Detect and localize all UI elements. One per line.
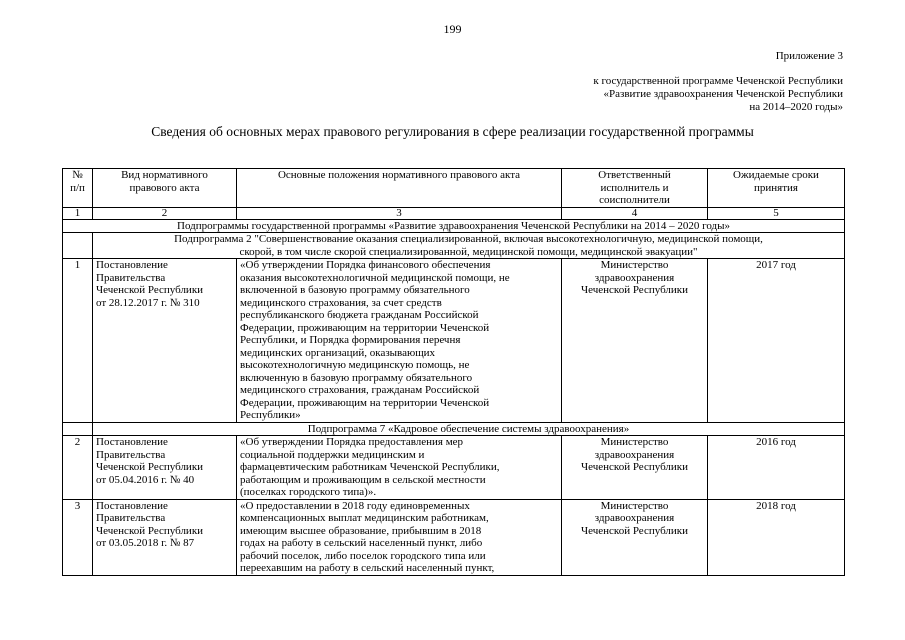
row-number: 3 [63,499,93,575]
row-number: 2 [63,436,93,500]
row-number: 1 [63,259,93,423]
header-main-provisions: Основные положения нормативного правового акта [237,169,562,208]
act-provisions: «Об утверждении Порядка предоставления мер социальной поддержки медицинским и фармацевтическим работникам Чеченской Республики, работающим и проживающим в сельской местности (поселках городского типа)». [237,436,562,500]
act-provisions: «О предоставлении в 2018 году единовременных компенсационных выплат медицинским работникам, имеющим высшее образование, прибывшим в 2018 годах на работу в сельский населенный пункт, либо рабочий поселок, либо поселок городского типа или переехавшим на работу в сельский населенный пункт, [237,499,562,575]
empty-cell [63,233,93,259]
section-main-program: Подпрограммы государственной программы «Развитие здравоохранения Чеченской Республики на 2014 – 2020 годы» [63,219,845,233]
col-number-3: 3 [237,207,562,219]
act-type: Постановление Правительства Чеченской Республики от 05.04.2016 г. № 40 [93,436,237,500]
subprogram-2-title: Подпрограмма 2 "Совершенствование оказания специализированной, включая высокотехнологичную, медицинской помощи, скорой, в том числе скорой специализированной, медицинской помощи, медицинской эвакуации" [93,233,845,259]
header-responsible: Ответственный исполнитель и соисполнители [562,169,708,208]
section-row-main [63,219,845,233]
table-row [63,259,845,423]
col-number-1: 1 [63,207,93,219]
appendix-line-2: «Развитие здравоохранения Чеченской Республики [603,88,843,100]
appendix-line-1: к государственной программе Чеченской Республики [593,75,843,87]
expected-term: 2018 год [708,499,845,575]
page-number: 199 [443,22,462,36]
responsible-executor: Министерство здравоохранения Чеченской Республики [562,499,708,575]
col-number-4: 4 [562,207,708,219]
col-number-2: 2 [93,207,237,219]
act-provisions: «Об утверждении Порядка финансового обеспечения оказания высокотехнологичной медицинской помощи, не включенной в базовую программу обязательного медицинского страхования, за счет средств республиканского бюджета гражданам Российской Федерации, проживающим на территории Чеченской Республики, и Порядка формирования перечня медицинских организаций, оказывающих высокотехнологичную медицинскую помощь, не включенную в базовую программу обязательного медицинского страхования, гражданам Российской Федерации, проживающим на территории Чеченской Республики» [237,259,562,423]
col-number-5: 5 [708,207,845,219]
act-type: Постановление Правительства Чеченской Республики от 28.12.2017 г. № 310 [93,259,237,423]
appendix-line-3: на 2014–2020 годы» [749,101,843,113]
appendix-header [593,50,843,114]
subprogram-7-title: Подпрограмма 7 «Кадровое обеспечение системы здравоохранения» [93,422,845,436]
header-expected-term: Ожидаемые сроки принятия [708,169,845,208]
section-row-subprogram-7 [63,422,845,436]
document-title: Сведения об основных мерах правового регулирования в сфере реализации государственной программы [151,124,754,139]
table-header-row [63,169,845,208]
section-row-subprogram-2 [63,233,845,259]
responsible-executor: Министерство здравоохранения Чеченской Республики [562,259,708,423]
expected-term: 2017 год [708,259,845,423]
column-number-row [63,207,845,219]
responsible-executor: Министерство здравоохранения Чеченской Республики [562,436,708,500]
expected-term: 2016 год [708,436,845,500]
header-act-type: Вид нормативного правового акта [93,169,237,208]
appendix-title: Приложение 3 [775,50,843,62]
legal-measures-table [62,168,845,576]
table-row [63,499,845,575]
header-number: № п/п [63,169,93,208]
act-type: Постановление Правительства Чеченской Республики от 03.05.2018 г. № 87 [93,499,237,575]
table-row [63,436,845,500]
empty-cell [63,422,93,436]
